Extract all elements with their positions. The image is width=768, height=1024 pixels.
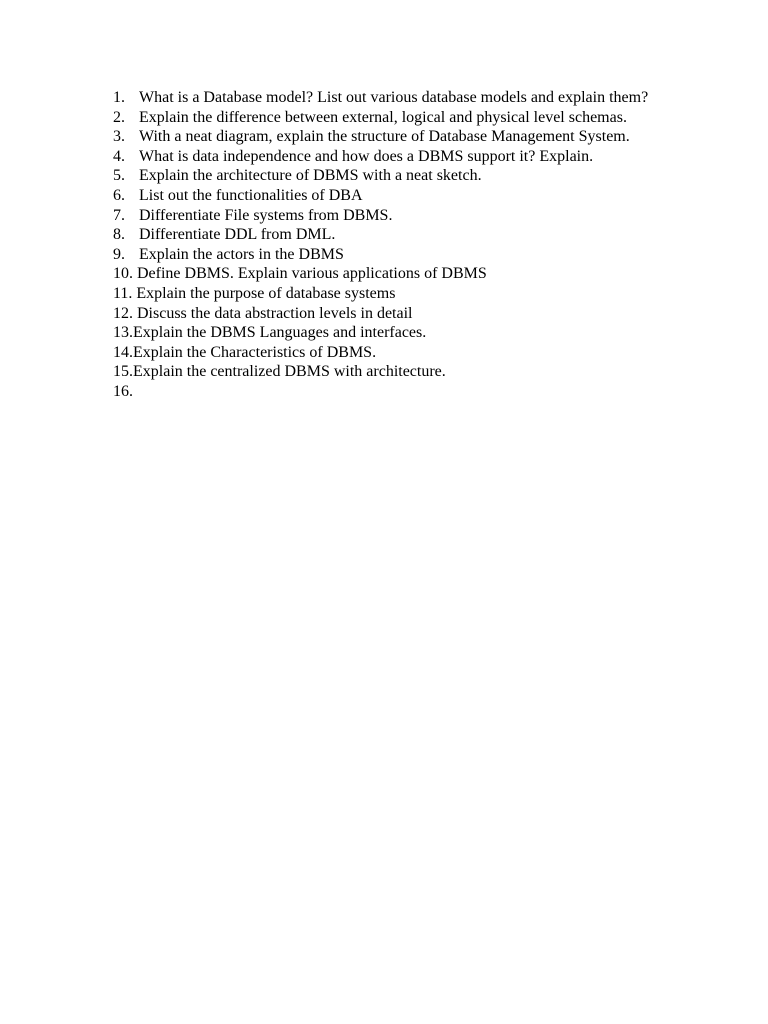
question-number: 11. [113, 284, 133, 302]
question-item [113, 362, 675, 382]
question-item [113, 166, 675, 186]
question-text: Differentiate DDL from DML. [139, 226, 336, 244]
question-number: 12. [113, 304, 133, 322]
question-item [113, 186, 675, 206]
question-text: What is data independence and how does a DBMS support it? Explain. [139, 147, 594, 165]
question-item [113, 343, 675, 363]
question-text: Explain the architecture of DBMS with a neat sketch. [139, 167, 482, 185]
question-item [113, 382, 675, 402]
question-item [113, 225, 675, 245]
question-item [113, 127, 675, 147]
question-number: 15. [113, 363, 133, 381]
question-text: What is a Database model? List out various database models and explain them? [139, 89, 649, 106]
question-number: 14. [113, 343, 133, 361]
question-number: 8. [113, 226, 125, 244]
question-number: 1. [113, 89, 125, 106]
question-item [113, 245, 675, 265]
question-number: 10. [113, 265, 133, 283]
question-number: 16. [113, 382, 133, 400]
question-number: 4. [113, 147, 125, 165]
question-text: Discuss the data abstraction levels in detail [133, 304, 413, 322]
question-text: Differentiate File systems from DBMS. [139, 206, 393, 224]
question-item [113, 88, 675, 108]
question-item [113, 264, 675, 284]
question-text: Explain the actors in the DBMS [139, 245, 344, 263]
question-item [113, 108, 675, 128]
question-item [113, 206, 675, 226]
question-text: Explain the purpose of database systems [132, 284, 396, 302]
question-text: Explain the difference between external, logical and physical level schemas. [139, 108, 627, 126]
question-item [113, 323, 675, 343]
question-item [113, 284, 675, 304]
question-list [113, 88, 675, 402]
question-number: 2. [113, 108, 125, 126]
question-number: 6. [113, 186, 125, 204]
question-number: 13. [113, 324, 133, 342]
question-item [113, 304, 675, 324]
question-text: Explain the Characteristics of DBMS. [133, 343, 377, 361]
question-item [113, 147, 675, 167]
question-text: Explain the centralized DBMS with architecture. [133, 363, 446, 381]
question-number: 7. [113, 206, 125, 224]
question-text: With a neat diagram, explain the structure of Database Management System. [139, 128, 630, 146]
question-number: 3. [113, 128, 125, 146]
question-text: List out the functionalities of DBA [139, 186, 363, 204]
question-number: 9. [113, 245, 125, 263]
question-text: Define DBMS. Explain various applications of DBMS [133, 265, 487, 283]
question-text: Explain the DBMS Languages and interfaces. [133, 324, 427, 342]
question-number: 5. [113, 167, 125, 185]
